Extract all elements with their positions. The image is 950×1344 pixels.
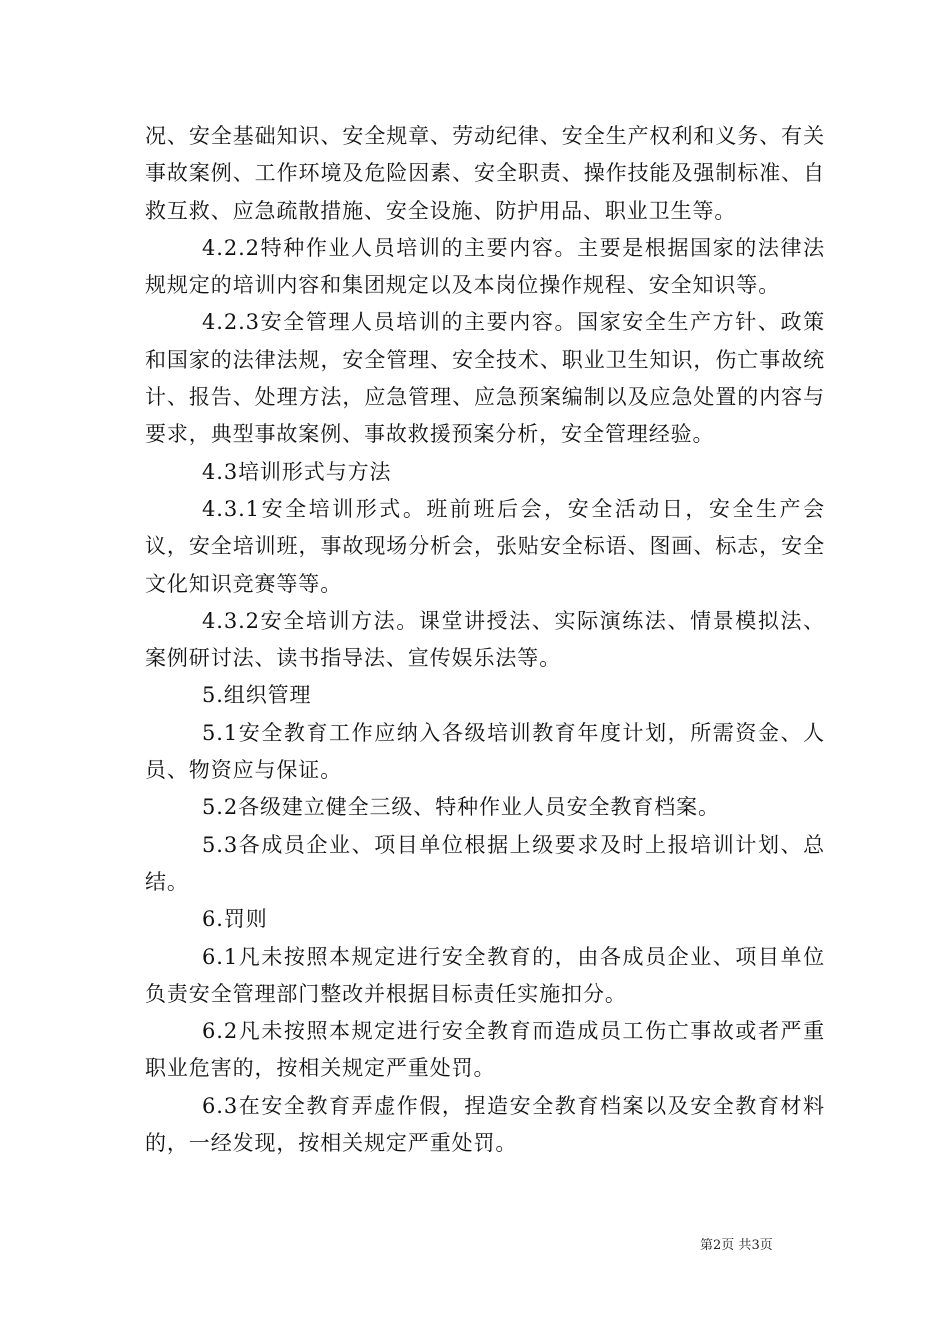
paragraph-4-2-2: 4.2.2特种作业人员培训的主要内容。主要是根据国家的法律法规规定的培训内容和集团规定以及本岗位操作规程、安全知识等。 <box>145 235 825 298</box>
footer-middle: 页 共 <box>721 1238 752 1253</box>
paragraph-4-3-2: 4.3.2安全培训方法。课堂讲授法、实际演练法、情景模拟法、案例研讨法、读书指导法、宣传娱乐法等。 <box>145 608 825 671</box>
footer-prefix: 第 <box>700 1238 714 1253</box>
footer-suffix: 页 <box>759 1238 773 1253</box>
section-heading-5: 5.组织管理 <box>202 683 312 708</box>
document-body <box>145 118 825 1162</box>
section-heading-4-3: 4.3培训形式与方法 <box>202 459 392 484</box>
paragraph-5-3: 5.3各成员企业、项目单位根据上级要求及时上报培训计划、总结。 <box>145 832 825 894</box>
page-number-footer <box>700 1238 773 1254</box>
paragraph-continued-content: 况、安全基础知识、安全规章、劳动纪律、安全生产权利和义务、有关事故案例、工作环境及危险因素、安全职责、操作技能及强制标准、自救互救、应急疏散措施、安全设施、防护用品、职业卫生等。 <box>145 124 825 223</box>
paragraph-4-3-1: 4.3.1安全培训形式。班前班后会，安全活动日，安全生产会议，安全培训班，事故现场分析会，张贴安全标语、图画、标志，安全文化知识竞赛等等。 <box>145 496 825 596</box>
paragraph-4-2-3: 4.2.3安全管理人员培训的主要内容。国家安全生产方针、政策和国家的法律法规，安全管理、安全技术、职业卫生知识，伤亡事故统计、报告、处理方法，应急管理、应急预案编制以及应急处置的内容与要求，典型事故案例、事故救援预案分析，安全管理经验。 <box>145 310 825 447</box>
paragraph-5-2: 5.2各级建立健全三级、特种作业人员安全教育档案。 <box>202 795 720 820</box>
paragraph-6-3: 6.3在安全教育弄虚作假，捏造安全教育档案以及安全教育材料的，一经发现，按相关规定严重处罚。 <box>145 1093 825 1156</box>
paragraph-6-1: 6.1凡未按照本规定进行安全教育的，由各成员企业、项目单位负责安全管理部门整改并根据目标责任实施扣分。 <box>145 944 825 1006</box>
paragraph-5-1: 5.1安全教育工作应纳入各级培训教育年度计划，所需资金、人员、物资应与保证。 <box>145 720 825 783</box>
total-pages-number: 3 <box>751 1238 760 1253</box>
current-page-number: 2 <box>713 1238 722 1253</box>
paragraph-6-2: 6.2凡未按照本规定进行安全教育而造成员工伤亡事故或者严重职业危害的，按相关规定严重处罚。 <box>145 1019 825 1081</box>
section-heading-6: 6.罚则 <box>202 907 268 932</box>
